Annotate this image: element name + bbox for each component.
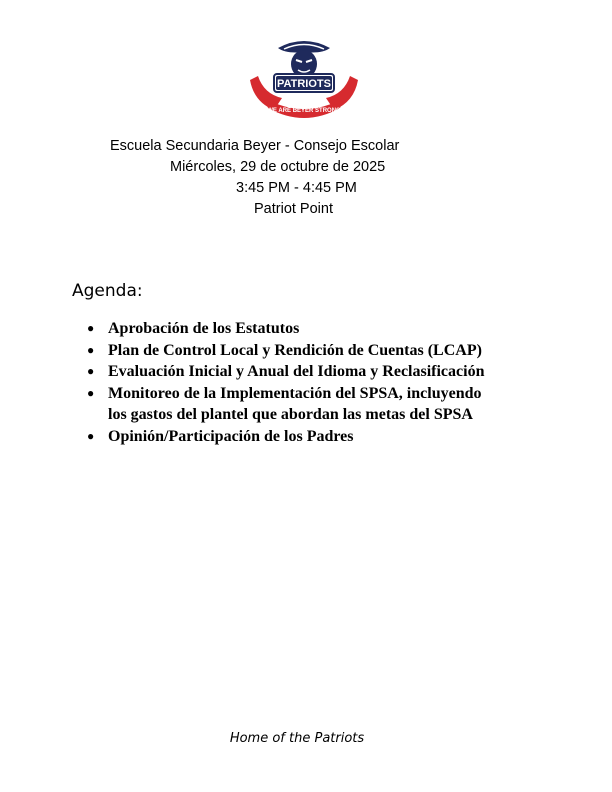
patriots-logo (244, 36, 364, 122)
agenda-item-text: Aprobación de los Estatutos (108, 320, 300, 337)
agenda-item (86, 340, 486, 362)
agenda-heading: Agenda: (72, 281, 143, 301)
bullet-icon: ● (87, 342, 95, 357)
patriot-mascot-icon (244, 36, 364, 122)
meeting-date: Miércoles, 29 de octubre de 2025 (170, 159, 386, 175)
agenda-list (86, 318, 486, 447)
agenda-item-text: Opinión/Participación de los Padres (108, 427, 354, 445)
svg-text:★ WE ARE BEYER STRONG ★: ★ WE ARE BEYER STRONG ★ (260, 108, 348, 114)
meeting-time: 3:45 PM - 4:45 PM (236, 180, 357, 196)
svg-text:PATRIOTS: PATRIOTS (277, 78, 331, 90)
agenda-item-text: Monitoreo de la Implementación del SPSA, incluyendo los gastos del plantel que abordan las metas del SPSA (108, 384, 482, 423)
bullet-icon: ● (87, 385, 95, 400)
bullet-icon: ● (87, 364, 95, 378)
bullet-icon: ● (87, 428, 95, 443)
agenda-item (86, 318, 486, 340)
agenda-item-text: Evaluación Inicial y Anual del Idioma y Reclasificación (108, 363, 485, 380)
agenda-item-text: Plan de Control Local y Rendición de Cuentas (LCAP) (108, 341, 482, 359)
bullet-icon: ● (87, 321, 95, 335)
agenda-item (86, 426, 486, 448)
footer-tagline: Home of the Patriots (229, 731, 365, 746)
meeting-location: Patriot Point (254, 201, 333, 217)
agenda-item (86, 383, 486, 426)
agenda-item (86, 361, 486, 383)
school-council-title: Escuela Secundaria Beyer - Consejo Escolar (110, 138, 400, 154)
